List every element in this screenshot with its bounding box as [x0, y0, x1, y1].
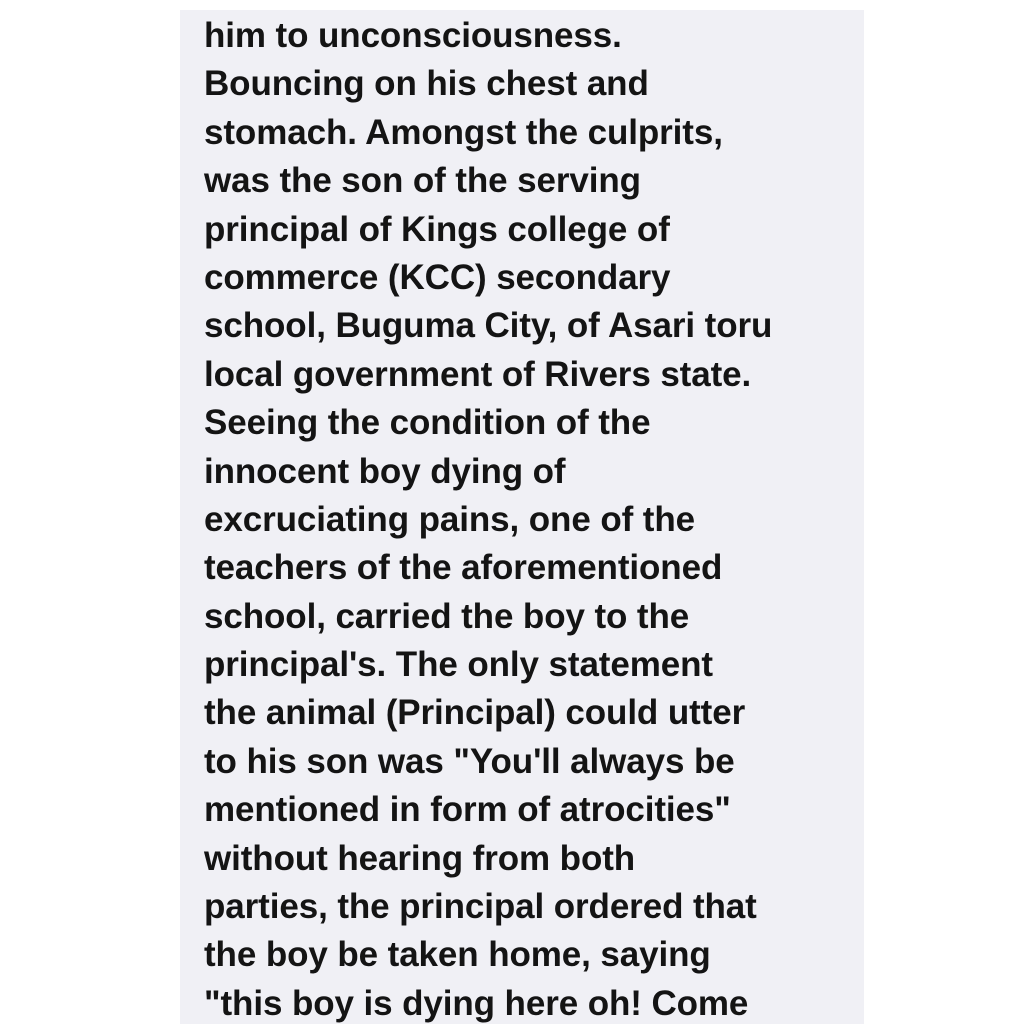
- text-line: parties, the principal ordered that: [204, 887, 757, 927]
- text-line: principal of Kings college of: [204, 209, 670, 249]
- text-line: principal's. The only statement: [204, 645, 713, 685]
- text-line: teachers of the aforementioned: [204, 548, 723, 588]
- text-line: Bouncing on his chest and: [204, 64, 649, 104]
- message-text: [204, 12, 864, 1024]
- text-line: him to unconsciousness.: [204, 16, 622, 55]
- text-line: school, Buguma City, of Asari toru: [204, 306, 773, 346]
- text-line: to his son was "You'll always be: [204, 741, 735, 781]
- text-line: mentioned in form of atrocities": [204, 790, 731, 830]
- text-line: "this boy is dying here oh! Come: [204, 983, 749, 1023]
- text-line: commerce (KCC) secondary: [204, 257, 671, 297]
- text-line: without hearing from both: [204, 838, 636, 878]
- message-panel: [180, 10, 864, 1024]
- text-line: stomach. Amongst the culprits,: [204, 112, 723, 152]
- text-line: local government of Rivers state.: [204, 354, 752, 394]
- text-line: excruciating pains, one of the: [204, 499, 695, 539]
- text-line: innocent boy dying of: [204, 451, 566, 491]
- text-line: school, carried the boy to the: [204, 596, 690, 636]
- text-line: was the son of the serving: [204, 161, 641, 201]
- text-line: the animal (Principal) could utter: [204, 693, 746, 733]
- text-line: Seeing the condition of the: [204, 403, 651, 443]
- text-line: the boy be taken home, saying: [204, 935, 711, 975]
